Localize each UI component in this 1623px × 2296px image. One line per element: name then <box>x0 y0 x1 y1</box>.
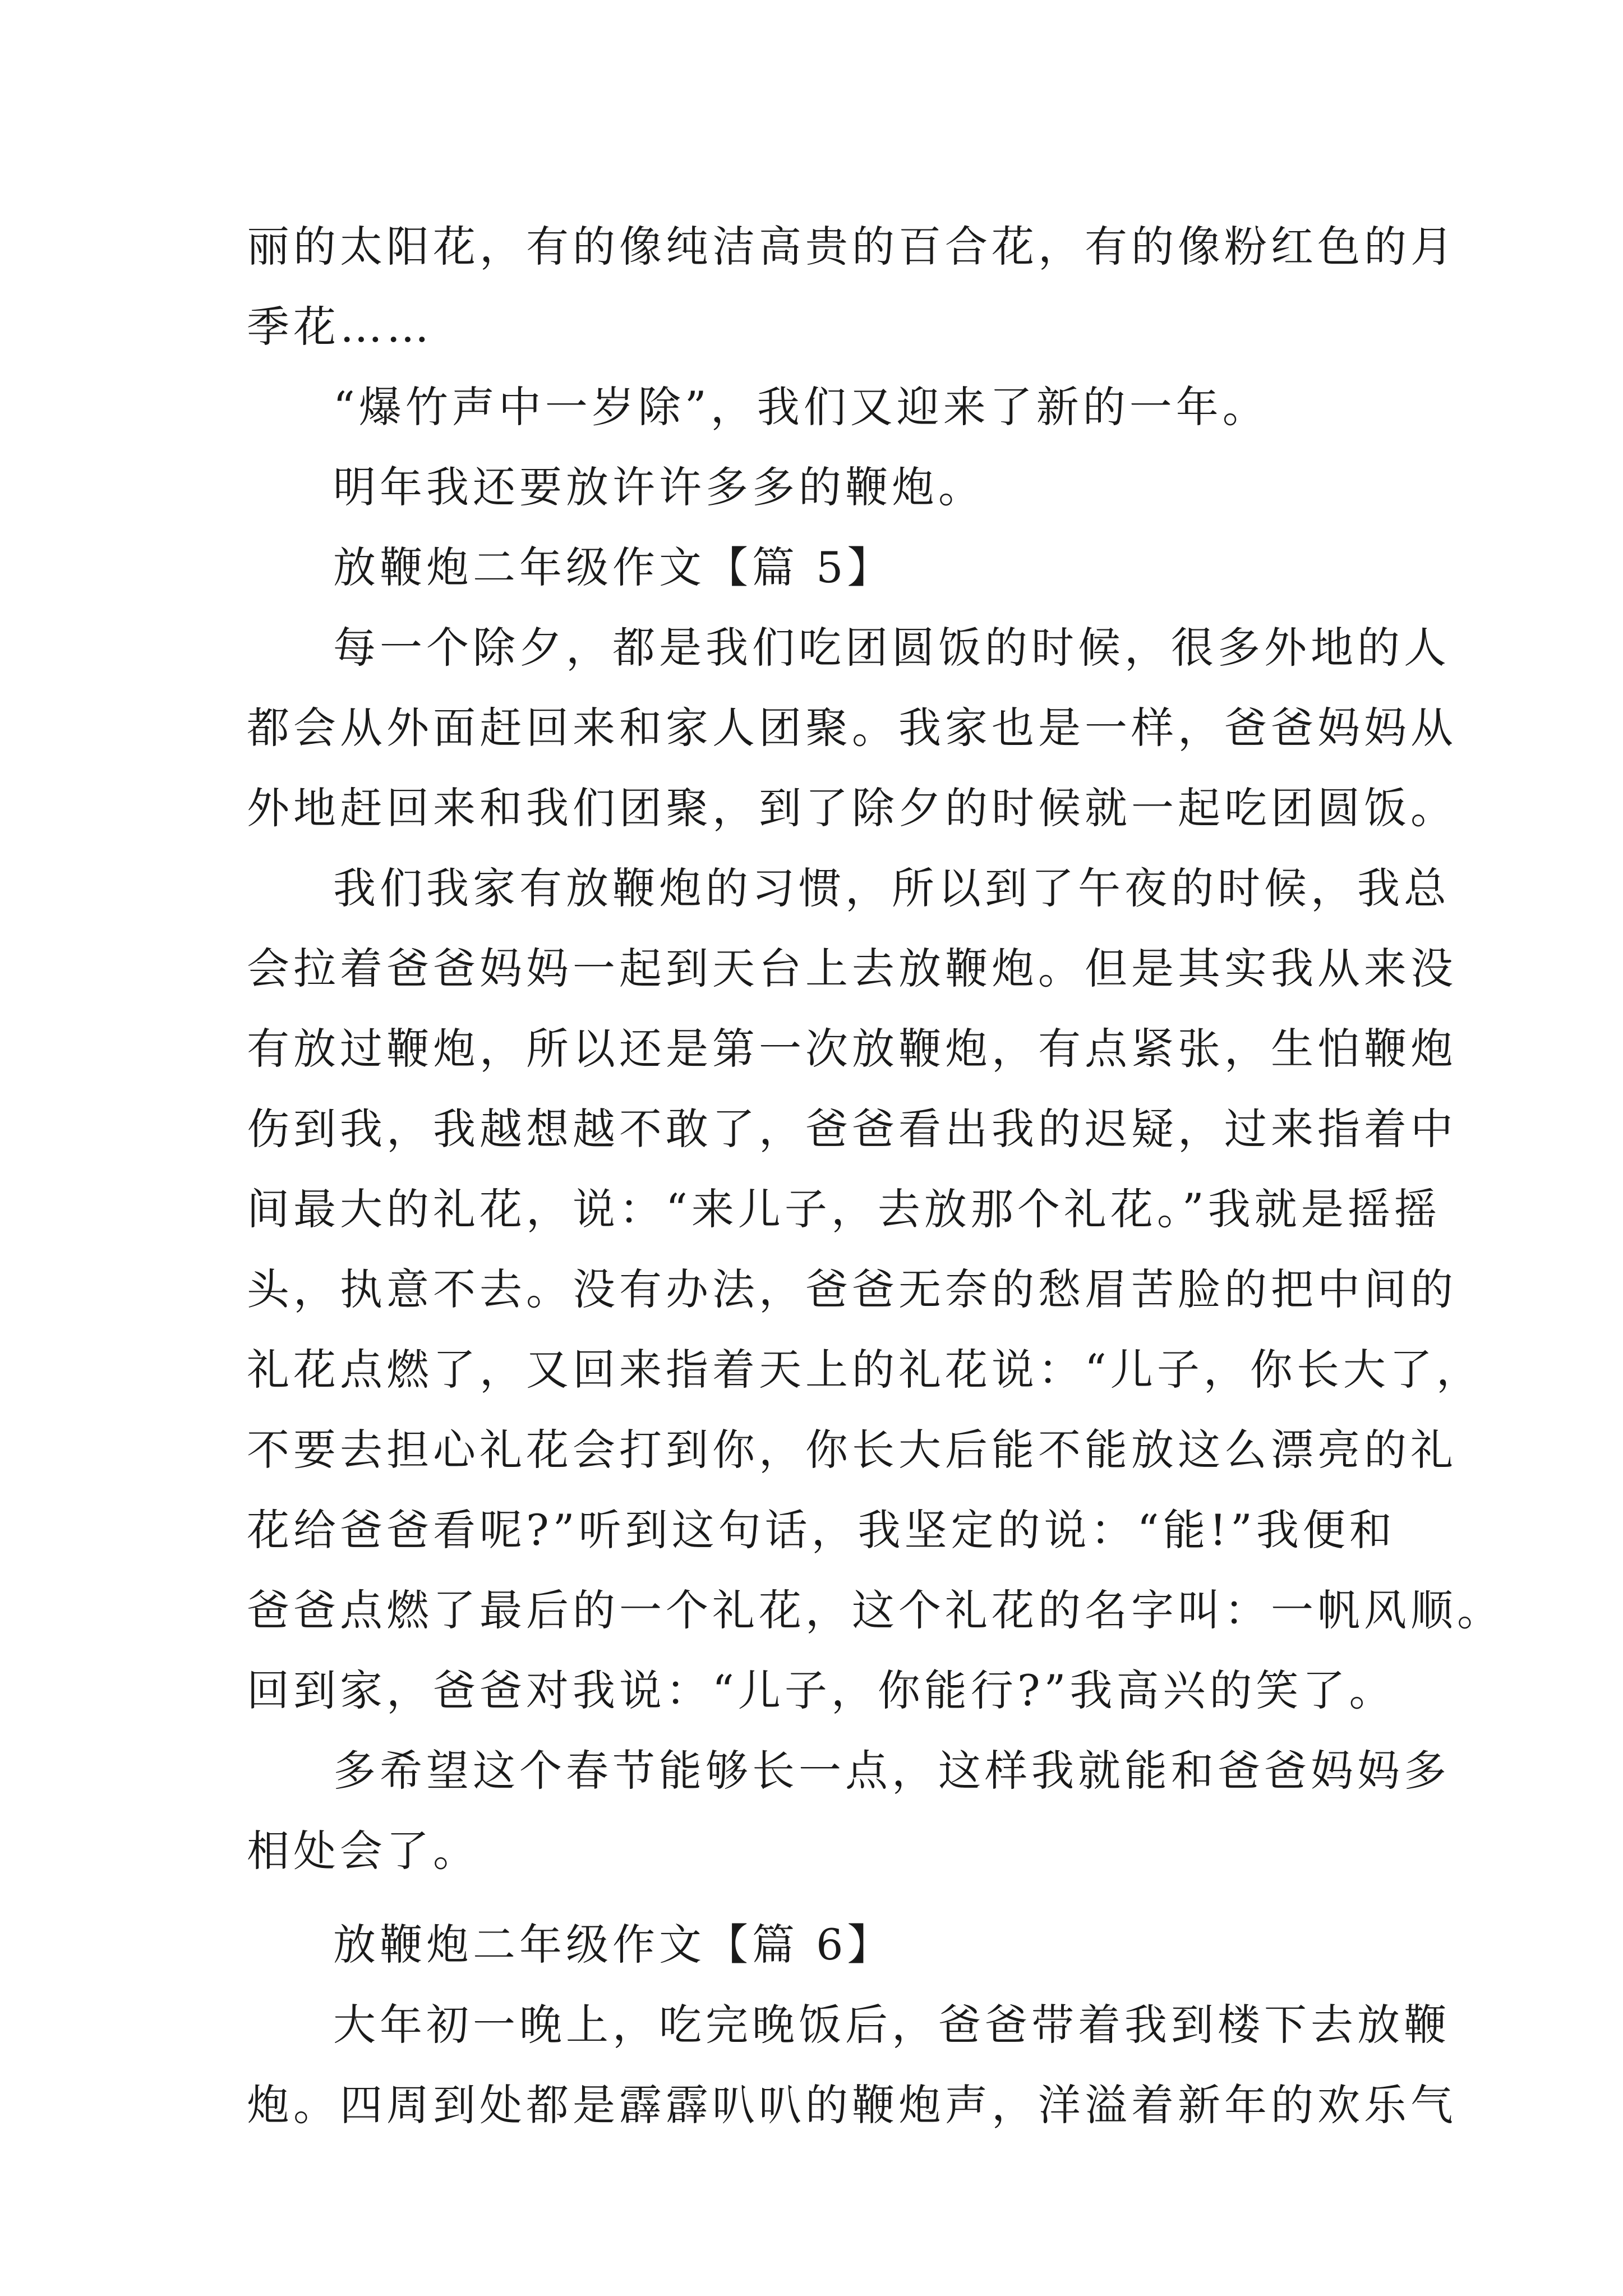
text-line: 有放过鞭炮，所以还是第一次放鞭炮，有点紧张，生怕鞭炮 <box>247 1024 1457 1074</box>
text-line: 间最大的礼花，说：“来儿子，去放那个礼花。”我就是摇摇 <box>247 1184 1441 1234</box>
text-line: 明年我还要放许许多多的鞭炮。 <box>333 462 985 512</box>
text-line: 外地赶回来和我们团聚，到了除夕的时候就一起吃团圆饭。 <box>247 783 1457 833</box>
text-line: 都会从外面赶回来和家人团聚。我家也是一样，爸爸妈妈从 <box>247 703 1457 753</box>
document-body <box>247 206 1504 2145</box>
text-line: 相处会了。 <box>247 1826 479 1876</box>
text-line: 大年初一晚上，吃完晚饭后，爸爸带着我到楼下去放鞭 <box>333 2000 1450 2050</box>
text-line: 花给爸爸看呢?”听到这句话，我坚定的说：“能!”我便和 <box>247 1505 1396 1555</box>
text-line: 每一个除夕，都是我们吃团圆饭的时候，很多外地的人 <box>333 623 1450 673</box>
text-line: 丽的太阳花，有的像纯洁高贵的百合花，有的像粉红色的月 <box>247 222 1457 272</box>
text-line: 伤到我，我越想越不敢了，爸爸看出我的迟疑，过来指着中 <box>247 1104 1457 1154</box>
text-line: 不要去担心礼花会打到你，你长大后能不能放这么漂亮的礼 <box>247 1425 1457 1475</box>
text-line: 多希望这个春节能够长一点，这样我就能和爸爸妈妈多 <box>333 1746 1450 1796</box>
text-line: 爸爸点燃了最后的一个礼花，这个礼花的名字叫：一帆风顺。 <box>247 1585 1504 1635</box>
section-heading: 放鞭炮二年级作文【篇 6】 <box>333 1920 894 1970</box>
text-line: 炮。四周到处都是霹霹叭叭的鞭炮声，洋溢着新年的欢乐气 <box>247 2080 1457 2130</box>
text-line: “爆竹声中一岁除”，我们又迎来了新的一年。 <box>333 382 1269 432</box>
section-heading: 放鞭炮二年级作文【篇 5】 <box>333 542 894 592</box>
text-line: 礼花点燃了，又回来指着天上的礼花说：“儿子，你长大了， <box>247 1345 1483 1395</box>
text-line: 会拉着爸爸妈妈一起到天台上去放鞭炮。但是其实我从来没 <box>247 944 1457 993</box>
text-line: 季花…… <box>247 302 433 352</box>
text-line: 回到家，爸爸对我说：“儿子，你能行?”我高兴的笑了。 <box>247 1665 1396 1715</box>
text-line: 我们我家有放鞭炮的习惯，所以到了午夜的时候，我总 <box>333 863 1450 913</box>
text-line: 头，执意不去。没有办法，爸爸无奈的愁眉苦脸的把中间的 <box>247 1264 1457 1314</box>
